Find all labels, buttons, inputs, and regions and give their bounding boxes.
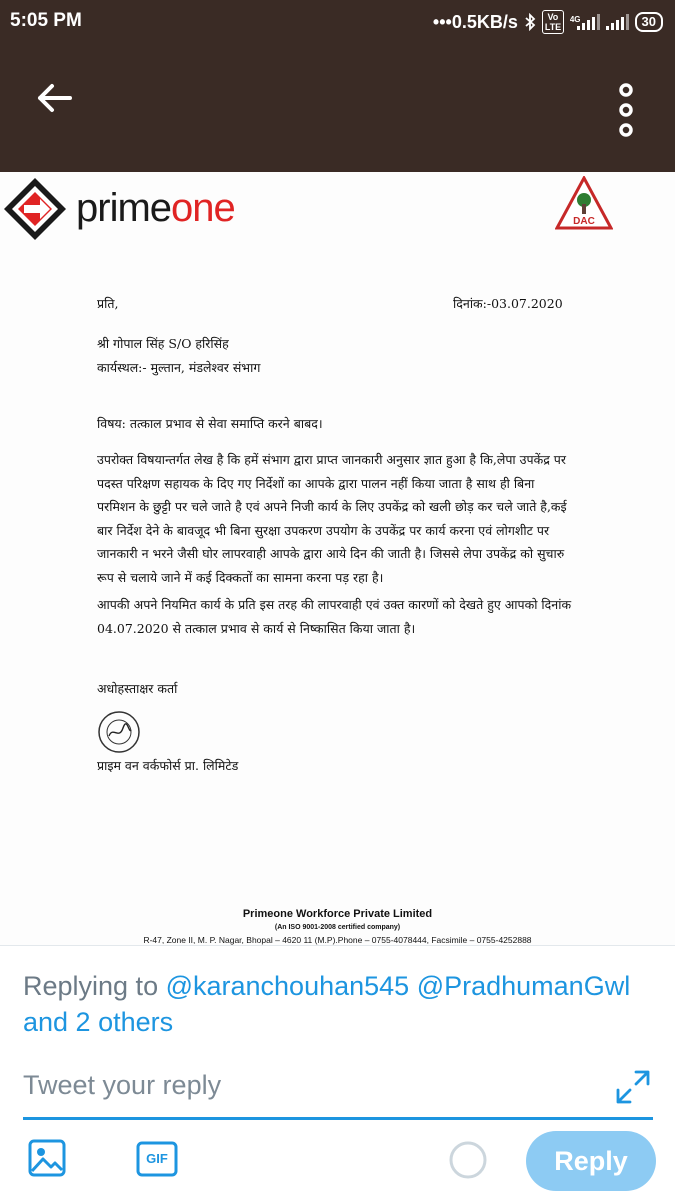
network-speed: •••0.5KB/s <box>432 11 518 32</box>
reply-button[interactable]: Reply <box>526 1131 656 1191</box>
company-name-hindi: प्राइम वन वर्कफोर्स प्रा. लिमिटेड <box>97 758 239 773</box>
letter-body-paragraph-1: उपरोक्त विषयान्तर्गत लेख है कि हमें संभाग द्वारा प्राप्त जानकारी अनुसार ज्ञात हुआ है कि,लेपा उपकेंद्र पर पदस्त परिक्षण सहायक के दिए गए निर्देशों का आपके द्वारा पालन नहीं किया जाता है साथ ही बिना परमिशन के छुट्टी पर चले जाते है एवं अपने निजी कार्य के लिए उपकेंद्र को खली छोड़ कर चले जाते है,कई बार निर्देश देने के बावजूद भी बिना सुरक्षा उपकरण उपयोग के उपकेंद्र पर कार्य करना एवं लोगशीट पर जानकारी न भरने जैसी घोर लापरवाही आपके द्वारा आये दिन की जाती है। जिससे लेपा उपकेंद्र को सुचारु रूप से चलाये जाने में कई दिक्कतों का सामना करना पड़ रहा है। <box>97 452 567 585</box>
letter-signatory: अधोहस्ताक्षर कर्ता <box>97 681 178 696</box>
expand-icon[interactable] <box>614 1068 652 1106</box>
attached-letter-image[interactable] <box>0 172 675 945</box>
status-bar <box>0 0 675 48</box>
recipient-name: श्री गोपाल सिंह S/O हरिसिंह <box>97 336 229 351</box>
footer-address: R-47, Zone II, M. P. Nagar, Bhopal – 4620 11 (M.P).Phone – 0755-4078444, Facsimile – 0755-4252888 <box>143 935 532 945</box>
recipient-location: कार्यस्थल:- मुल्तान, मंडलेश्वर संभाग <box>97 359 261 375</box>
letter-date: दिनांक:-03.07.2020 <box>453 296 563 311</box>
gif-button[interactable] <box>135 1140 179 1178</box>
app-bar <box>0 48 675 172</box>
signal-icon <box>606 14 629 30</box>
gif-label: GIF <box>146 1151 168 1166</box>
letter-subject: विषय: तत्काल प्रभाव से सेवा समाप्ति करने बाबद। <box>97 416 323 431</box>
image-icon[interactable] <box>27 1138 67 1178</box>
character-counter-icon <box>448 1140 488 1180</box>
input-underline <box>23 1117 653 1120</box>
dac-logo <box>555 176 613 230</box>
letter-recipient <box>97 332 260 379</box>
letter-body-paragraph-2: आपकी अपने नियमित कार्य के प्रति इस तरह की लापरवाही एवं उक्त कारणों को देखते हुए आपको दिनांक 04.07.2020 से तत्काल प्रभाव से कार्य से निष्कासित किया जाता है। <box>97 597 572 636</box>
divider <box>0 945 675 946</box>
replying-to-text: Replying to @karanchouhan545 @PradhumanGwl and 2 others <box>23 971 631 1037</box>
others-link[interactable]: and 2 others <box>23 1007 174 1037</box>
primeone-wordmark: primeone <box>76 186 235 230</box>
svg-text:DAC: DAC <box>573 216 595 227</box>
arrow-left-icon[interactable] <box>34 82 74 114</box>
company-stamp-icon <box>97 710 141 754</box>
footer-company-name: Primeone Workforce Private Limited <box>242 908 433 920</box>
status-icons <box>433 10 663 34</box>
tweet-reply-input[interactable]: Tweet your reply <box>23 1070 222 1100</box>
battery-icon: 30 <box>635 12 663 32</box>
signal-4g-icon: 4G <box>570 14 600 30</box>
primeone-logo-mark <box>4 178 70 240</box>
mention-link[interactable]: @PradhumanGwl <box>416 971 631 1001</box>
status-time: 5:05 PM <box>10 10 82 31</box>
footer-iso-note: (An ISO 9001-2008 certified company) <box>274 924 401 931</box>
volte-icon: Vo LTE <box>542 10 564 34</box>
mention-link[interactable]: @karanchouhan545 <box>165 971 410 1001</box>
primeone-logo <box>4 178 304 240</box>
more-vertical-icon[interactable] <box>612 76 640 144</box>
letter-salutation: प्रति, <box>97 296 119 311</box>
bluetooth-icon <box>524 13 536 31</box>
